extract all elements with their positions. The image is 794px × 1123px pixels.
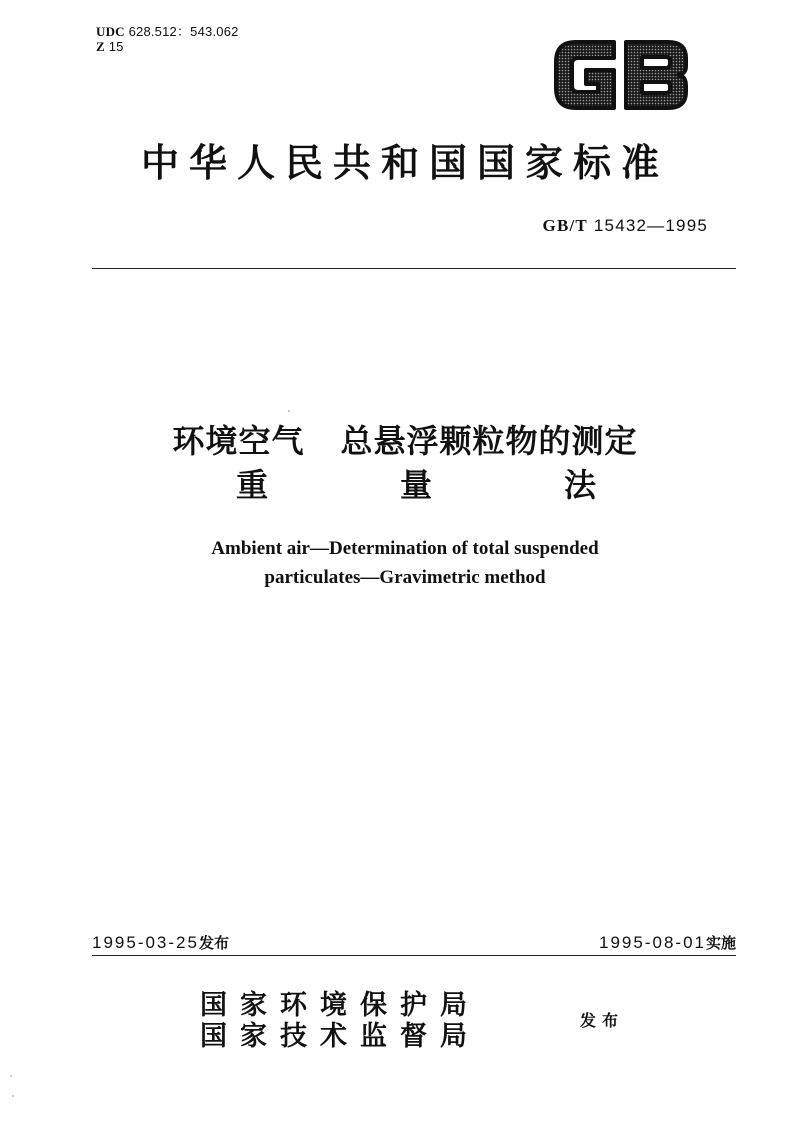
scan-speck — [10, 1075, 12, 1077]
effective-date: 1995-08-01 — [599, 933, 706, 952]
chinese-title-method — [236, 464, 596, 506]
footer-divider — [92, 955, 736, 956]
issue-label: 发布 — [198, 934, 229, 952]
method-char-2: 量 — [399, 466, 432, 504]
header-divider — [92, 268, 736, 269]
udc-label: UDC — [96, 24, 125, 39]
standard-code-number: 15432—1995 — [593, 216, 708, 235]
scan-speck — [288, 410, 290, 412]
issuer-technical-supervision: 国家技术监督局 — [200, 1021, 480, 1052]
method-char-1: 重 — [236, 466, 269, 504]
issue-action: 发布 — [580, 1011, 625, 1030]
issue-date-block — [92, 932, 229, 953]
standard-code-prefix: GB/T — [542, 216, 588, 235]
national-standard-title: 中华人民共和国国家标准 — [140, 140, 669, 185]
gb-logo-icon — [552, 36, 690, 114]
title-part-tsp: 总悬浮颗粒物的测定 — [340, 422, 638, 460]
english-title-line1: Ambient air—Determination of total suspended — [211, 538, 599, 559]
issuer-environmental-protection: 国家环境保护局 — [200, 990, 480, 1021]
effective-date-block — [599, 932, 736, 953]
title-part-ambient-air: 环境空气 — [172, 422, 305, 460]
english-title — [60, 534, 750, 592]
z-value: 15 — [108, 39, 124, 54]
english-title-line2: particulates—Gravimetric method — [264, 567, 546, 588]
z-label: Z — [96, 39, 105, 54]
date-row — [92, 932, 736, 953]
issuing-authorities — [200, 990, 480, 1052]
standard-code — [543, 216, 708, 236]
chinese-title-line1 — [60, 420, 750, 462]
udc-classification — [96, 24, 239, 54]
method-char-3: 法 — [563, 466, 596, 504]
scan-speck — [12, 1095, 14, 1097]
udc-value: 628.512：543.062 — [128, 24, 239, 39]
issue-date: 1995-03-25 — [92, 933, 199, 952]
effective-label: 实施 — [705, 934, 736, 952]
